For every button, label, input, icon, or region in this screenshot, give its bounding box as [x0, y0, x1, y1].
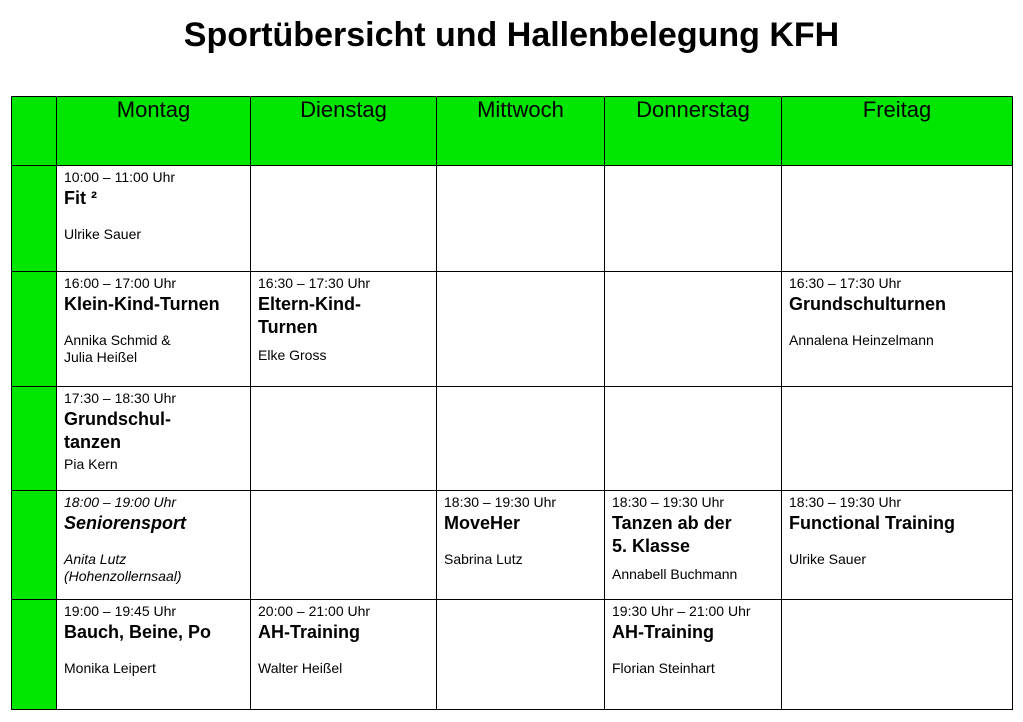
row-side-marker — [12, 166, 57, 272]
schedule-row — [12, 600, 1013, 710]
course-trainer: Ulrike Sauer — [64, 226, 142, 242]
course-trainer: Elke Gross — [258, 347, 327, 363]
course-time: 16:30 – 17:30 Uhr — [258, 275, 371, 291]
course-time: 16:30 – 17:30 Uhr — [789, 275, 902, 291]
course-name: AH-Training — [612, 622, 714, 642]
course-time: 18:30 – 19:30 Uhr — [444, 494, 557, 510]
course-time: 20:00 – 21:00 Uhr — [258, 603, 371, 619]
schedule-cell — [251, 166, 437, 272]
course-entry — [605, 600, 781, 677]
schedule-cell — [782, 166, 1013, 272]
day-header: Montag — [57, 97, 251, 166]
schedule-row — [12, 272, 1013, 387]
course-name: Fit ² — [64, 188, 97, 208]
day-header: Donnerstag — [605, 97, 782, 166]
schedule-table — [11, 96, 1013, 710]
course-name: Seniorensport — [64, 513, 187, 533]
course-trainer: Annabell Buchmann — [612, 566, 738, 582]
course-time: 18:00 – 19:00 Uhr — [64, 494, 177, 510]
row-side-marker — [12, 272, 57, 387]
course-trainer: Florian Steinhart — [612, 660, 715, 676]
course-name: Klein-Kind-Turnen — [64, 294, 220, 314]
schedule-cell — [57, 387, 251, 491]
course-trainer: Anita Lutz (Hohenzollernsaal) — [64, 551, 182, 584]
schedule-cell — [605, 600, 782, 710]
course-name: Bauch, Beine, Po — [64, 622, 212, 642]
course-time: 19:00 – 19:45 Uhr — [64, 603, 177, 619]
course-name: MoveHer — [444, 513, 521, 533]
row-side-marker — [12, 491, 57, 600]
row-side-marker — [12, 387, 57, 491]
course-trainer: Annalena Heinzelmann — [789, 332, 934, 348]
course-time: 19:30 Uhr – 21:00 Uhr — [612, 603, 751, 619]
course-trainer: Sabrina Lutz — [444, 551, 523, 567]
course-trainer: Pia Kern — [64, 456, 118, 472]
schedule-row — [12, 387, 1013, 491]
day-header-row — [12, 97, 1013, 166]
schedule-cell — [251, 272, 437, 387]
schedule-row — [12, 491, 1013, 600]
day-header: Mittwoch — [437, 97, 605, 166]
schedule-cell — [782, 272, 1013, 387]
schedule-cell — [605, 272, 782, 387]
schedule-cell — [782, 600, 1013, 710]
schedule-cell — [251, 600, 437, 710]
course-name: Grundschul- tanzen — [64, 409, 171, 452]
course-name: Grundschulturnen — [789, 294, 946, 314]
schedule-cell — [57, 491, 251, 600]
schedule-cell — [57, 272, 251, 387]
schedule-cell — [437, 272, 605, 387]
course-name: AH-Training — [258, 622, 360, 642]
schedule-cell — [605, 387, 782, 491]
course-entry — [57, 491, 250, 585]
course-name: Functional Training — [789, 513, 955, 533]
course-trainer: Ulrike Sauer — [789, 551, 867, 567]
course-time: 10:00 – 11:00 Uhr — [64, 169, 176, 185]
course-time: 17:30 – 18:30 Uhr — [64, 390, 177, 406]
schedule-cell — [57, 166, 251, 272]
row-side-marker — [12, 600, 57, 710]
schedule-cell — [782, 387, 1013, 491]
schedule-cell — [605, 491, 782, 600]
course-trainer: Monika Leipert — [64, 660, 156, 676]
course-name: Tanzen ab der 5. Klasse — [612, 513, 732, 556]
course-time: 18:30 – 19:30 Uhr — [612, 494, 725, 510]
page-title: Sportübersicht und Hallenbelegung KFH — [183, 16, 840, 54]
course-entry — [605, 491, 781, 583]
course-name: Eltern-Kind- Turnen — [258, 294, 361, 337]
course-time: 18:30 – 19:30 Uhr — [789, 494, 902, 510]
course-entry — [251, 272, 436, 364]
schedule-cell — [437, 600, 605, 710]
course-entry — [251, 600, 436, 677]
schedule-cell — [57, 600, 251, 710]
day-header: Freitag — [782, 97, 1013, 166]
corner-cell — [12, 97, 57, 166]
schedule-cell — [782, 491, 1013, 600]
course-entry — [57, 387, 250, 473]
course-entry — [57, 272, 250, 366]
course-entry — [782, 272, 1012, 349]
course-entry — [782, 491, 1012, 568]
course-entry — [437, 491, 604, 568]
course-time: 16:00 – 17:00 Uhr — [64, 275, 177, 291]
schedule-cell — [437, 387, 605, 491]
schedule-row — [12, 166, 1013, 272]
schedule-cell — [605, 166, 782, 272]
day-header: Dienstag — [251, 97, 437, 166]
schedule-cell — [437, 491, 605, 600]
schedule-cell — [251, 387, 437, 491]
course-entry — [57, 166, 250, 243]
course-trainer: Walter Heißel — [258, 660, 343, 676]
course-trainer: Annika Schmid & Julia Heißel — [64, 332, 171, 365]
schedule-cell — [251, 491, 437, 600]
schedule-cell — [437, 166, 605, 272]
course-entry — [57, 600, 250, 677]
